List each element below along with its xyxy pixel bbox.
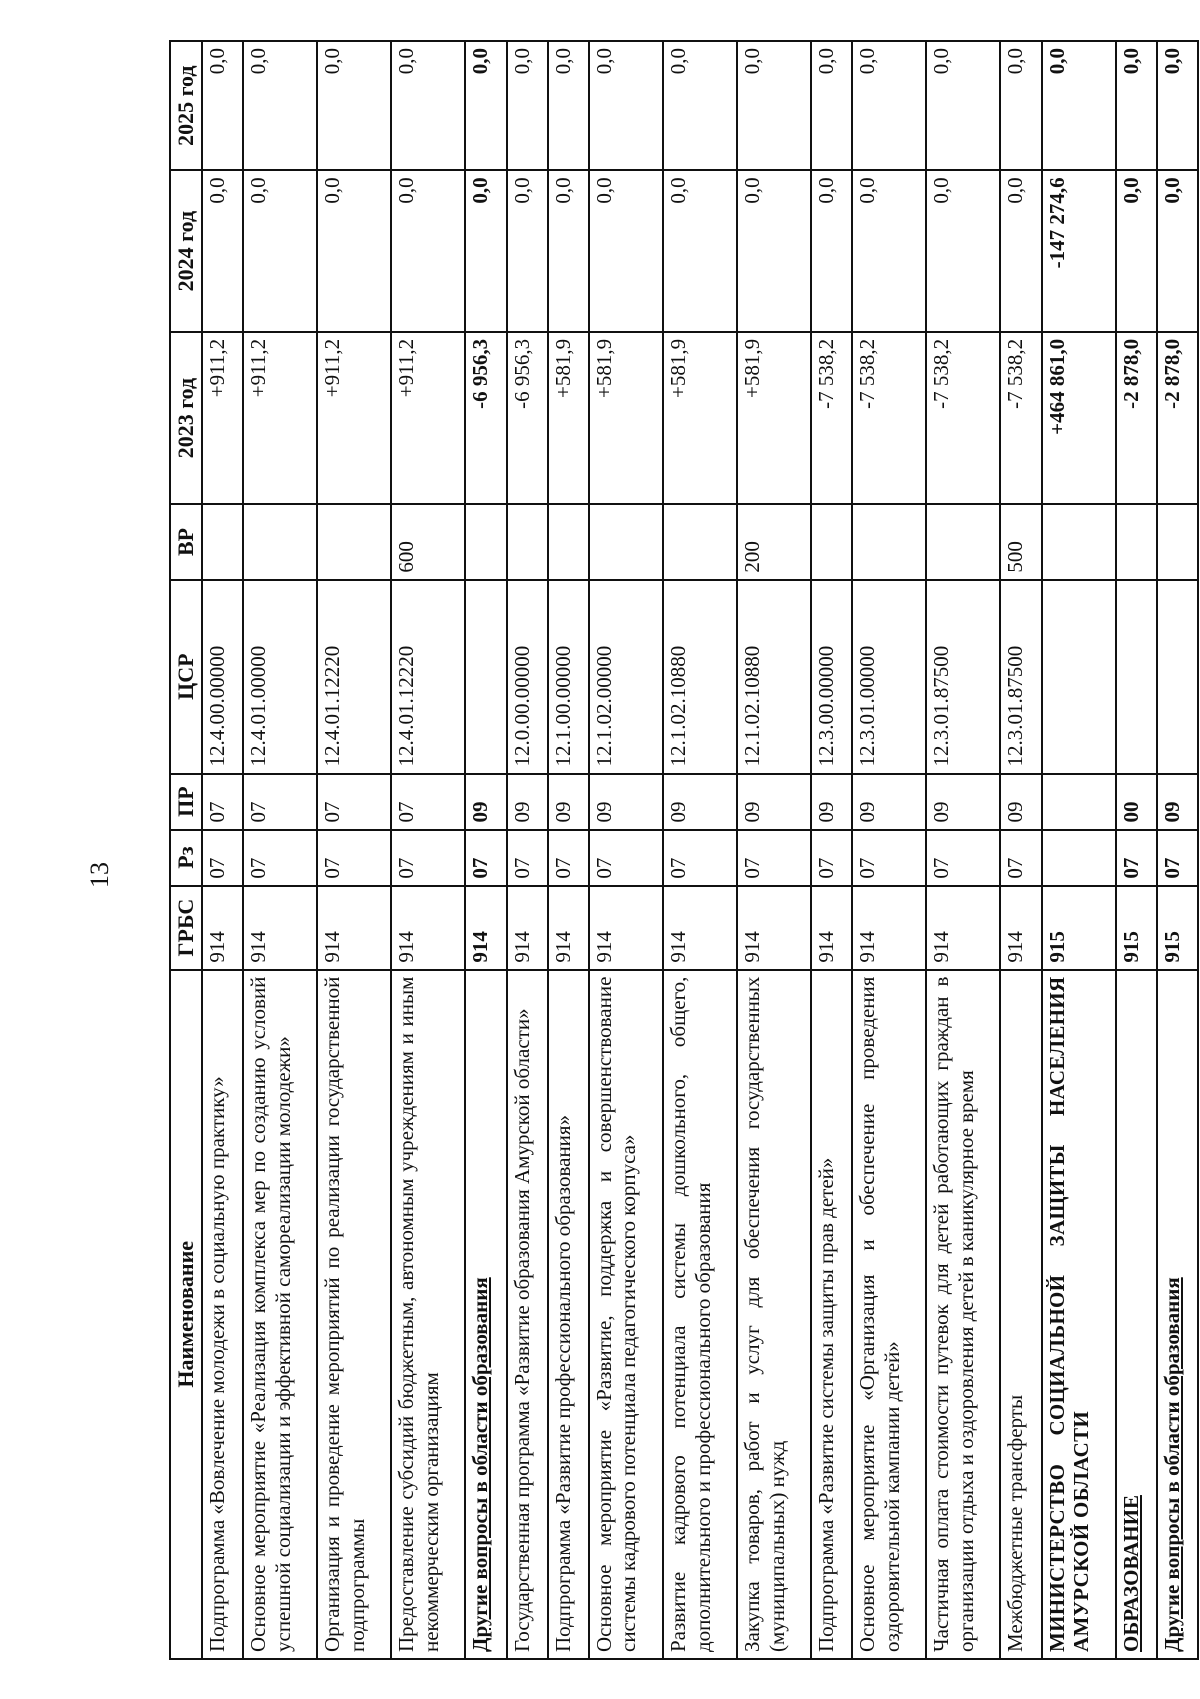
cell-year-2024: 0,0	[507, 170, 548, 332]
cell-name: Основное мероприятие «Реализация комплекса мер по созданию условий успешной социализации и эффективной самореализации молодежи»	[243, 970, 317, 1659]
cell-year-2025: 0,0	[1116, 41, 1157, 170]
cell-csr: 12.4.01.12220	[317, 580, 391, 774]
cell-pr: 09	[465, 774, 506, 830]
cell-rz: 07	[317, 830, 391, 886]
cell-grbs: 914	[663, 886, 737, 970]
table-row	[243, 41, 317, 1659]
cell-vr: 600	[391, 504, 465, 579]
table-row	[852, 41, 926, 1659]
table-row	[1042, 41, 1116, 1659]
cell-name: Закупка товаров, работ и услуг для обеспечения государственных (муниципальных) нужд	[737, 970, 811, 1659]
cell-csr: 12.0.00.00000	[507, 580, 548, 774]
cell-year-2023: -7 538,2	[811, 332, 852, 504]
cell-pr: 07	[317, 774, 391, 830]
cell-grbs: 914	[465, 886, 506, 970]
cell-year-2024: 0,0	[243, 170, 317, 332]
cell-csr: 12.4.00.00000	[202, 580, 243, 774]
cell-year-2023: +581,9	[589, 332, 663, 504]
table-row	[1000, 41, 1041, 1659]
cell-csr: 12.1.00.00000	[548, 580, 589, 774]
cell-name: Подпрограмма «Вовлечение молодежи в социальную практику»	[202, 970, 243, 1659]
cell-year-2023: -7 538,2	[1000, 332, 1041, 504]
table-row	[811, 41, 852, 1659]
cell-year-2023: +911,2	[202, 332, 243, 504]
cell-name: Другие вопросы в области образования	[1157, 970, 1198, 1659]
cell-vr: 500	[1000, 504, 1041, 579]
cell-year-2025: 0,0	[1042, 41, 1116, 170]
table-row	[1116, 41, 1157, 1659]
cell-year-2025: 0,0	[391, 41, 465, 170]
cell-rz: 07	[548, 830, 589, 886]
cell-rz: 07	[507, 830, 548, 886]
cell-rz: 07	[243, 830, 317, 886]
cell-rz: 07	[1116, 830, 1157, 886]
cell-csr	[1157, 580, 1198, 774]
table-row	[926, 41, 1000, 1659]
cell-pr: 09	[1157, 774, 1198, 830]
cell-year-2023: +911,2	[391, 332, 465, 504]
header-year-2025: 2025 год	[170, 41, 202, 170]
table-row	[548, 41, 589, 1659]
cell-name: Развитие кадрового потенциала системы дошкольного, общего, дополнительного и профессионального образования	[663, 970, 737, 1659]
header-pr: ПР	[170, 774, 202, 830]
cell-csr: 12.3.01.87500	[1000, 580, 1041, 774]
cell-year-2024: 0,0	[465, 170, 506, 332]
table-row	[202, 41, 243, 1659]
cell-grbs: 915	[1157, 886, 1198, 970]
cell-name: Основное мероприятие «Развитие, поддержка и совершенствование системы кадрового потенциала педагогического корпуса»	[589, 970, 663, 1659]
cell-pr: 00	[1116, 774, 1157, 830]
cell-year-2024: 0,0	[811, 170, 852, 332]
cell-year-2023: -7 538,2	[852, 332, 926, 504]
cell-vr	[852, 504, 926, 579]
cell-rz: 07	[1000, 830, 1041, 886]
cell-name: Частичная оплата стоимости путевок для детей работающих граждан в организации отдыха и оздоровления детей в каникулярное время	[926, 970, 1000, 1659]
cell-year-2025: 0,0	[852, 41, 926, 170]
cell-rz: 07	[737, 830, 811, 886]
cell-rz: 07	[1157, 830, 1198, 886]
cell-csr	[465, 580, 506, 774]
table-row	[1157, 41, 1198, 1659]
header-grbs: ГРБС	[170, 886, 202, 970]
cell-year-2023: -2 878,0	[1116, 332, 1157, 504]
cell-grbs: 914	[852, 886, 926, 970]
cell-grbs: 914	[811, 886, 852, 970]
cell-year-2025: 0,0	[589, 41, 663, 170]
cell-pr: 07	[202, 774, 243, 830]
header-csr: ЦСР	[170, 580, 202, 774]
cell-pr: 09	[1000, 774, 1041, 830]
cell-grbs: 915	[1116, 886, 1157, 970]
cell-year-2025: 0,0	[811, 41, 852, 170]
cell-pr: 09	[548, 774, 589, 830]
cell-pr: 07	[391, 774, 465, 830]
cell-year-2024: 0,0	[202, 170, 243, 332]
cell-name: Подпрограмма «Развитие системы защиты прав детей»	[811, 970, 852, 1659]
cell-grbs: 914	[243, 886, 317, 970]
cell-rz: 07	[465, 830, 506, 886]
page-number: 13	[85, 862, 114, 888]
cell-pr	[1042, 774, 1116, 830]
cell-year-2024: 0,0	[663, 170, 737, 332]
table-row	[737, 41, 811, 1659]
cell-year-2024: 0,0	[317, 170, 391, 332]
cell-year-2025: 0,0	[548, 41, 589, 170]
cell-pr: 09	[507, 774, 548, 830]
table-row	[317, 41, 391, 1659]
cell-name: Организация и проведение мероприятий по реализации государственной подпрограммы	[317, 970, 391, 1659]
cell-pr: 09	[926, 774, 1000, 830]
cell-name: ОБРАЗОВАНИЕ	[1116, 970, 1157, 1659]
cell-vr	[243, 504, 317, 579]
cell-year-2023: -6 956,3	[465, 332, 506, 504]
cell-name: Государственная программа «Развитие образования Амурской области»	[507, 970, 548, 1659]
cell-csr	[1042, 580, 1116, 774]
cell-csr: 12.1.02.10880	[737, 580, 811, 774]
table-row	[589, 41, 663, 1659]
cell-year-2024: 0,0	[1157, 170, 1198, 332]
cell-name: Основное мероприятие «Организация и обеспечение проведения оздоровительной кампании детей»	[852, 970, 926, 1659]
cell-vr	[317, 504, 391, 579]
cell-pr: 09	[589, 774, 663, 830]
cell-rz: 07	[852, 830, 926, 886]
cell-year-2024: 0,0	[589, 170, 663, 332]
cell-year-2024: 0,0	[548, 170, 589, 332]
cell-year-2024: 0,0	[737, 170, 811, 332]
cell-pr: 09	[737, 774, 811, 830]
cell-year-2023: +581,9	[663, 332, 737, 504]
cell-year-2025: 0,0	[1157, 41, 1198, 170]
cell-grbs: 914	[926, 886, 1000, 970]
cell-pr: 09	[852, 774, 926, 830]
cell-year-2025: 0,0	[1000, 41, 1041, 170]
cell-rz: 07	[202, 830, 243, 886]
cell-vr	[663, 504, 737, 579]
cell-name: Другие вопросы в области образования	[465, 970, 506, 1659]
cell-year-2023: +911,2	[243, 332, 317, 504]
cell-name: МИНИСТЕРСТВО СОЦИАЛЬНОЙ ЗАЩИТЫ НАСЕЛЕНИЯ АМУРСКОЙ ОБЛАСТИ	[1042, 970, 1116, 1659]
cell-year-2025: 0,0	[202, 41, 243, 170]
cell-csr: 12.1.02.10880	[663, 580, 737, 774]
cell-csr	[1116, 580, 1157, 774]
cell-vr	[1042, 504, 1116, 579]
budget-table	[169, 40, 1199, 1660]
cell-vr	[589, 504, 663, 579]
table-row	[507, 41, 548, 1659]
cell-vr	[507, 504, 548, 579]
cell-year-2024: 0,0	[852, 170, 926, 332]
table-body	[202, 41, 1198, 1659]
cell-year-2025: 0,0	[737, 41, 811, 170]
cell-year-2023: +581,9	[548, 332, 589, 504]
cell-pr: 09	[811, 774, 852, 830]
cell-year-2025: 0,0	[663, 41, 737, 170]
header-name: Наименование	[170, 970, 202, 1659]
cell-csr: 12.1.02.00000	[589, 580, 663, 774]
cell-rz	[1042, 830, 1116, 886]
cell-year-2025: 0,0	[243, 41, 317, 170]
cell-grbs: 914	[1000, 886, 1041, 970]
cell-vr	[548, 504, 589, 579]
header-year-2023: 2023 год	[170, 332, 202, 504]
cell-rz: 07	[926, 830, 1000, 886]
header-vr: ВР	[170, 504, 202, 579]
cell-pr: 09	[663, 774, 737, 830]
cell-grbs: 915	[1042, 886, 1116, 970]
cell-rz: 07	[589, 830, 663, 886]
cell-vr	[202, 504, 243, 579]
cell-vr	[926, 504, 1000, 579]
cell-name: Межбюджетные трансферты	[1000, 970, 1041, 1659]
cell-name: Предоставление субсидий бюджетным, автономным учреждениям и иным некоммерческим организациям	[391, 970, 465, 1659]
cell-name: Подпрограмма «Развитие профессионального образования»	[548, 970, 589, 1659]
header-rz: Рз	[170, 830, 202, 886]
cell-year-2023: +464 861,0	[1042, 332, 1116, 504]
table-frame	[169, 40, 1199, 1660]
cell-grbs: 914	[548, 886, 589, 970]
cell-csr: 12.3.01.87500	[926, 580, 1000, 774]
cell-csr: 12.3.01.00000	[852, 580, 926, 774]
cell-grbs: 914	[391, 886, 465, 970]
cell-year-2024: 0,0	[926, 170, 1000, 332]
table-row	[663, 41, 737, 1659]
cell-pr: 07	[243, 774, 317, 830]
table-row	[391, 41, 465, 1659]
cell-year-2024: -147 274,6	[1042, 170, 1116, 332]
cell-vr	[811, 504, 852, 579]
cell-year-2024: 0,0	[1000, 170, 1041, 332]
cell-year-2025: 0,0	[507, 41, 548, 170]
cell-year-2024: 0,0	[1116, 170, 1157, 332]
cell-grbs: 914	[317, 886, 391, 970]
cell-vr	[1116, 504, 1157, 579]
header-year-2024: 2024 год	[170, 170, 202, 332]
cell-grbs: 914	[507, 886, 548, 970]
cell-year-2025: 0,0	[926, 41, 1000, 170]
cell-vr	[465, 504, 506, 579]
cell-year-2023: +911,2	[317, 332, 391, 504]
cell-rz: 07	[391, 830, 465, 886]
cell-year-2023: -6 956,3	[507, 332, 548, 504]
table-row	[465, 41, 506, 1659]
cell-csr: 12.3.00.00000	[811, 580, 852, 774]
cell-year-2023: -2 878,0	[1157, 332, 1198, 504]
cell-year-2025: 0,0	[317, 41, 391, 170]
cell-year-2023: -7 538,2	[926, 332, 1000, 504]
cell-year-2025: 0,0	[465, 41, 506, 170]
cell-vr: 200	[737, 504, 811, 579]
table-header-row	[170, 41, 202, 1659]
cell-year-2024: 0,0	[391, 170, 465, 332]
cell-rz: 07	[811, 830, 852, 886]
cell-csr: 12.4.01.12220	[391, 580, 465, 774]
cell-year-2023: +581,9	[737, 332, 811, 504]
cell-grbs: 914	[202, 886, 243, 970]
cell-grbs: 914	[589, 886, 663, 970]
cell-csr: 12.4.01.00000	[243, 580, 317, 774]
cell-grbs: 914	[737, 886, 811, 970]
cell-rz: 07	[663, 830, 737, 886]
cell-vr	[1157, 504, 1198, 579]
